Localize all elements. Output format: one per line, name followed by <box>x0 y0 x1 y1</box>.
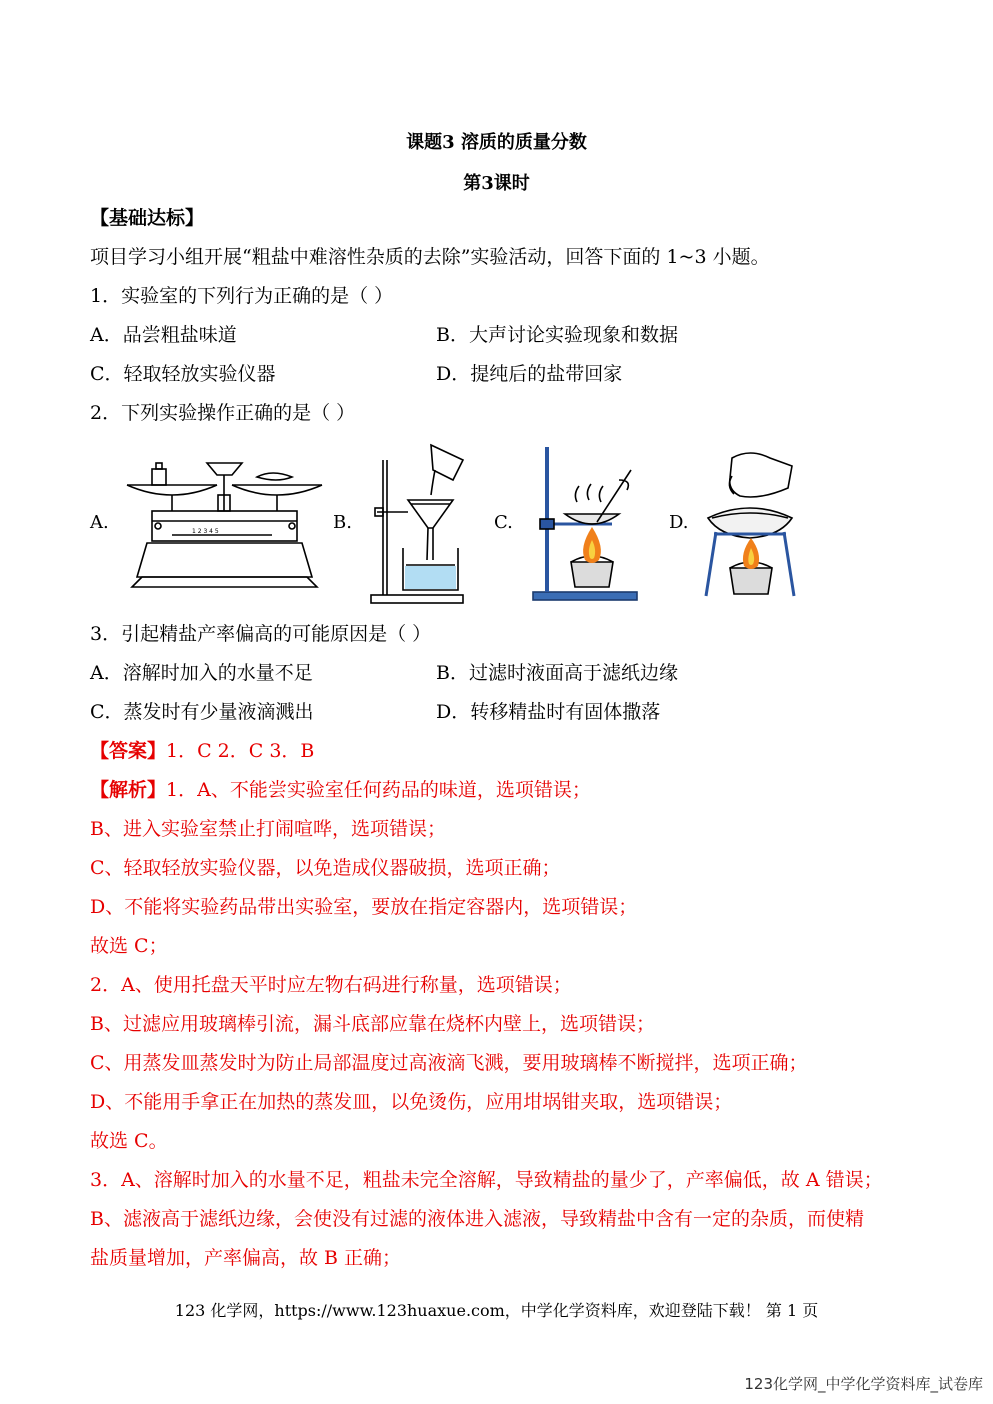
q3-option-c: C．蒸发时有少量液滴溅出 <box>90 701 314 723</box>
watermark-text: 123化学网_中学化学资料库_试卷库 <box>744 1375 983 1393</box>
analysis-line-8: C、用蒸发皿蒸发时为防止局部温度过高液滴飞溅，要用玻璃棒不断搅拌，选项正确； <box>90 1052 808 1074</box>
q1-option-d: D．提纯后的盐带回家 <box>436 363 623 385</box>
q3-option-d: D．转移精盐时有固体撒落 <box>436 701 661 723</box>
hand-evaporating-dish-icon <box>700 448 800 603</box>
q1-option-a: A．品尝粗盐味道 <box>90 324 237 346</box>
analysis-line-10: 故选 C。 <box>90 1130 168 1152</box>
q1-option-c: C．轻取轻放实验仪器 <box>90 363 276 385</box>
fig-label-b: B. <box>333 512 352 533</box>
analysis-line-9: D、不能用手拿正在加热的蒸发皿，以免烫伤，应用坩埚钳夹取，选项错误； <box>90 1091 733 1113</box>
fig-label-c: C. <box>494 512 513 533</box>
analysis-line-5: 故选 C； <box>90 935 168 957</box>
analysis-line-1 <box>90 778 591 802</box>
question-3-stem: 3．引起精盐产率偏高的可能原因是（ ） <box>90 623 432 645</box>
analysis-line-6: 2．A、使用托盘天平时应左物右码进行称量，选项错误； <box>90 974 572 996</box>
analysis-text-1: 1．A、不能尝实验室任何药品的味道，选项错误； <box>166 779 591 801</box>
balance-scale-icon <box>122 455 327 593</box>
svg-text:1 2 3 4 5: 1 2 3 4 5 <box>192 528 219 535</box>
intro-text: 项目学习小组开展“粗盐中难溶性杂质的去除”实验活动，回答下面的 1~3 小题。 <box>90 246 770 268</box>
analysis-line-13: 盐质量增加，产率偏高，故 B 正确； <box>90 1247 402 1269</box>
answer-label: 【答案】 <box>90 740 167 762</box>
filtration-setup-icon <box>363 440 475 605</box>
answer-text: 1．C 2．C 3．B <box>166 740 315 762</box>
q3-option-a: A．溶解时加入的水量不足 <box>90 662 313 684</box>
evaporation-setup-icon <box>527 442 640 602</box>
question-1-stem: 1．实验室的下列行为正确的是（ ） <box>90 285 394 307</box>
fig-label-a: A. <box>90 512 109 533</box>
analysis-line-7: B、过滤应用玻璃棒引流，漏斗底部应靠在烧杯内壁上，选项错误； <box>90 1013 655 1035</box>
fig-label-d: D. <box>669 512 689 533</box>
analysis-line-11: 3．A、溶解时加入的水量不足，粗盐未完全溶解，导致精盐的量少了，产率偏低，故 A 错误； <box>90 1169 883 1191</box>
analysis-label: 【解析】 <box>90 779 167 801</box>
page-footer: 123 化学网，https://www.123huaxue.com，中学化学资料库，欢迎登陆下载！ 第 1 页 <box>174 1301 819 1320</box>
analysis-line-2: B、进入实验室禁止打闹喧哗，选项错误； <box>90 818 446 840</box>
answer-line <box>90 739 314 763</box>
q3-option-b: B．过滤时液面高于滤纸边缘 <box>436 662 678 684</box>
page-subtitle: 第3课时 <box>463 173 530 194</box>
analysis-line-3: C、轻取轻放实验仪器，以免造成仪器破损，选项正确； <box>90 857 561 879</box>
q1-option-b: B．大声讨论实验现象和数据 <box>436 324 678 346</box>
analysis-line-4: D、不能将实验药品带出实验室，要放在指定容器内，选项错误； <box>90 896 638 918</box>
question-2-stem: 2．下列实验操作正确的是（ ） <box>90 402 356 424</box>
analysis-line-12: B、滤液高于滤纸边缘，会使没有过滤的液体进入滤液，导致精盐中含有一定的杂质，而使精 <box>90 1208 864 1230</box>
page-title: 课题3 溶质的质量分数 <box>406 132 587 153</box>
section-heading: 【基础达标】 <box>90 207 205 229</box>
